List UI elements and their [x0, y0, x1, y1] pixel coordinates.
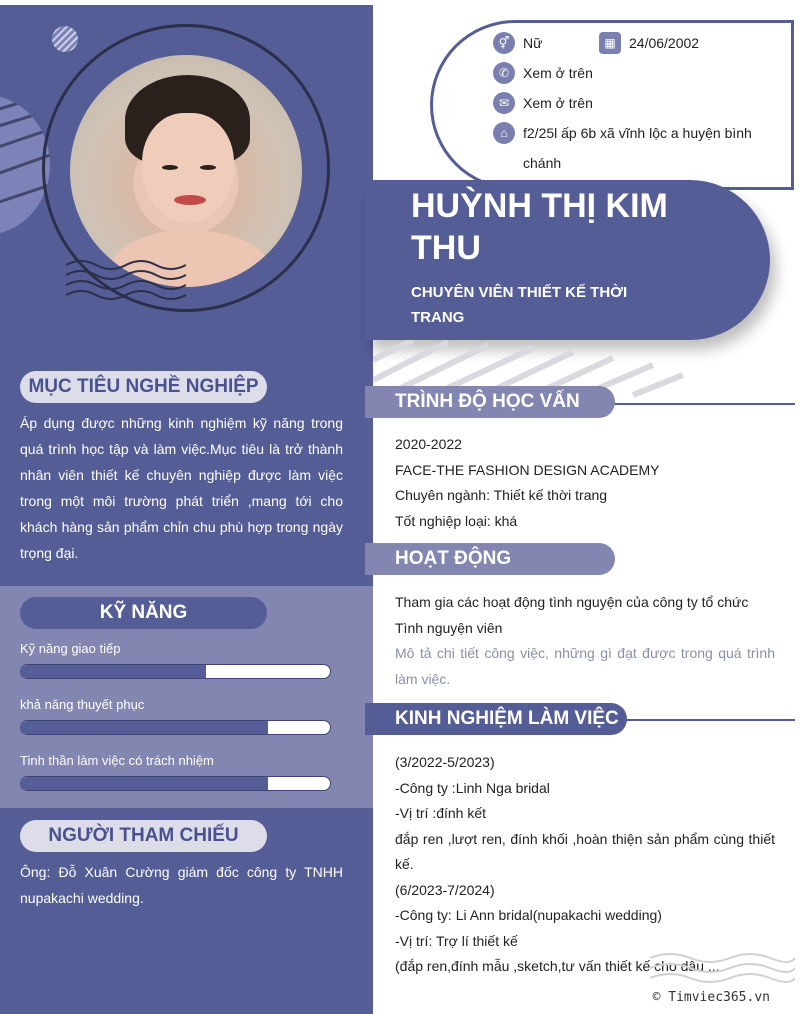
- footer-credit: © Timviec365.vn: [652, 990, 770, 1005]
- wave-decoration: [650, 948, 795, 988]
- skill-label: khả năng thuyết phục: [20, 697, 145, 712]
- education-heading: TRÌNH ĐỘ HỌC VẤN: [365, 386, 615, 418]
- full-name: HUỲNH THỊ KIM THU: [411, 187, 668, 267]
- address-value: f2/25l ấp 6b xã vĩnh lộc a huyện bình chánh: [523, 125, 752, 171]
- objective-text: Áp dụng được những kinh nghiệm kỹ năng trong quá trình học tập và làm việc.Mục tiêu là trở thành nhân viên thiết kế chuyên nghiệp được làm việc trong một môi trường phát triển ,mang tới cho khách hàng sản phẩm chỉn chu phù hợp trong ngày trọng đại.: [20, 415, 343, 561]
- activity-description: Mô tả chi tiết công việc, những gì đạt được trong quá trình làm việc.: [395, 645, 775, 687]
- skill-bar: [20, 720, 331, 735]
- skill-bar: [20, 664, 331, 679]
- reference-text: Ông: Đỗ Xuân Cường giám đốc công ty TNHH nupakachi wedding.: [20, 864, 343, 906]
- activity-line: Tình nguyện viên: [395, 619, 503, 636]
- education-line: FACE-THE FASHION DESIGN ACADEMY: [395, 461, 660, 478]
- gender-row: [493, 32, 542, 54]
- objective-heading: MỤC TIÊU NGHỀ NGHIỆP: [20, 371, 267, 403]
- decorative-dot: [52, 26, 78, 52]
- skill-bar: [20, 776, 331, 791]
- education-text: [395, 432, 775, 534]
- experience-line: (3/2022-5/2023): [395, 754, 495, 770]
- skill-label: Kỹ năng giao tiếp: [20, 641, 121, 656]
- gender-icon: ⚥: [493, 32, 515, 54]
- skill-label: Tinh thần làm việc có trách nhiệm: [20, 753, 214, 768]
- experience-line: -Công ty: Li Ann bridal(nupakachi wedding): [395, 907, 662, 923]
- experience-line: -Vị trí :đính kết: [395, 805, 487, 821]
- email-value: Xem ở trên: [523, 95, 593, 111]
- skills-heading: KỸ NĂNG: [20, 597, 267, 629]
- education-line: Chuyên ngành: Thiết kế thời trang: [395, 487, 608, 503]
- experience-heading: KINH NGHIỆM LÀM VIỆC: [365, 703, 627, 735]
- calendar-icon: ▦: [599, 32, 621, 54]
- education-line: Tốt nghiệp loại: khá: [395, 512, 518, 529]
- phone-icon: ✆: [493, 62, 515, 84]
- birthday-value: 24/06/2002: [629, 35, 700, 51]
- experience-line: (đắp ren,đính mẫu ,sketch,tư vấn thiết kế cho dâu ...: [395, 958, 720, 974]
- experience-line: (6/2023-7/2024): [395, 881, 495, 898]
- email-row: [493, 92, 593, 114]
- education-line: 2020-2022: [395, 436, 462, 452]
- reference-heading: NGƯỜI THAM CHIẾU: [20, 820, 267, 852]
- job-title: CHUYÊN VIÊN THIẾT KẾ THỜI TRANG: [411, 284, 628, 326]
- experience-line: đắp ren ,lượt ren, đính khối ,hoàn thiện sản phẩm cùng thiết kế.: [395, 830, 775, 872]
- home-icon: ⌂: [493, 122, 515, 144]
- address-row: [493, 122, 763, 178]
- experience-text: [395, 750, 775, 980]
- phone-row: [493, 62, 593, 84]
- section-rule: [615, 719, 795, 721]
- experience-line: -Công ty :Linh Nga bridal: [395, 779, 550, 796]
- activities-heading: HOẠT ĐỘNG: [365, 543, 615, 575]
- postmark-lines: [66, 245, 186, 305]
- experience-line: -Vị trí: Trợ lí thiết kế: [395, 932, 518, 949]
- email-icon: ✉: [493, 92, 515, 114]
- activities-text: [395, 590, 775, 692]
- gender-value: Nữ: [523, 35, 543, 51]
- section-rule: [600, 403, 795, 405]
- activity-line: Tham gia các hoạt động tình nguyện của công ty tổ chức: [395, 594, 749, 610]
- phone-value: Xem ở trên: [523, 65, 593, 81]
- birthday-row: [599, 32, 699, 54]
